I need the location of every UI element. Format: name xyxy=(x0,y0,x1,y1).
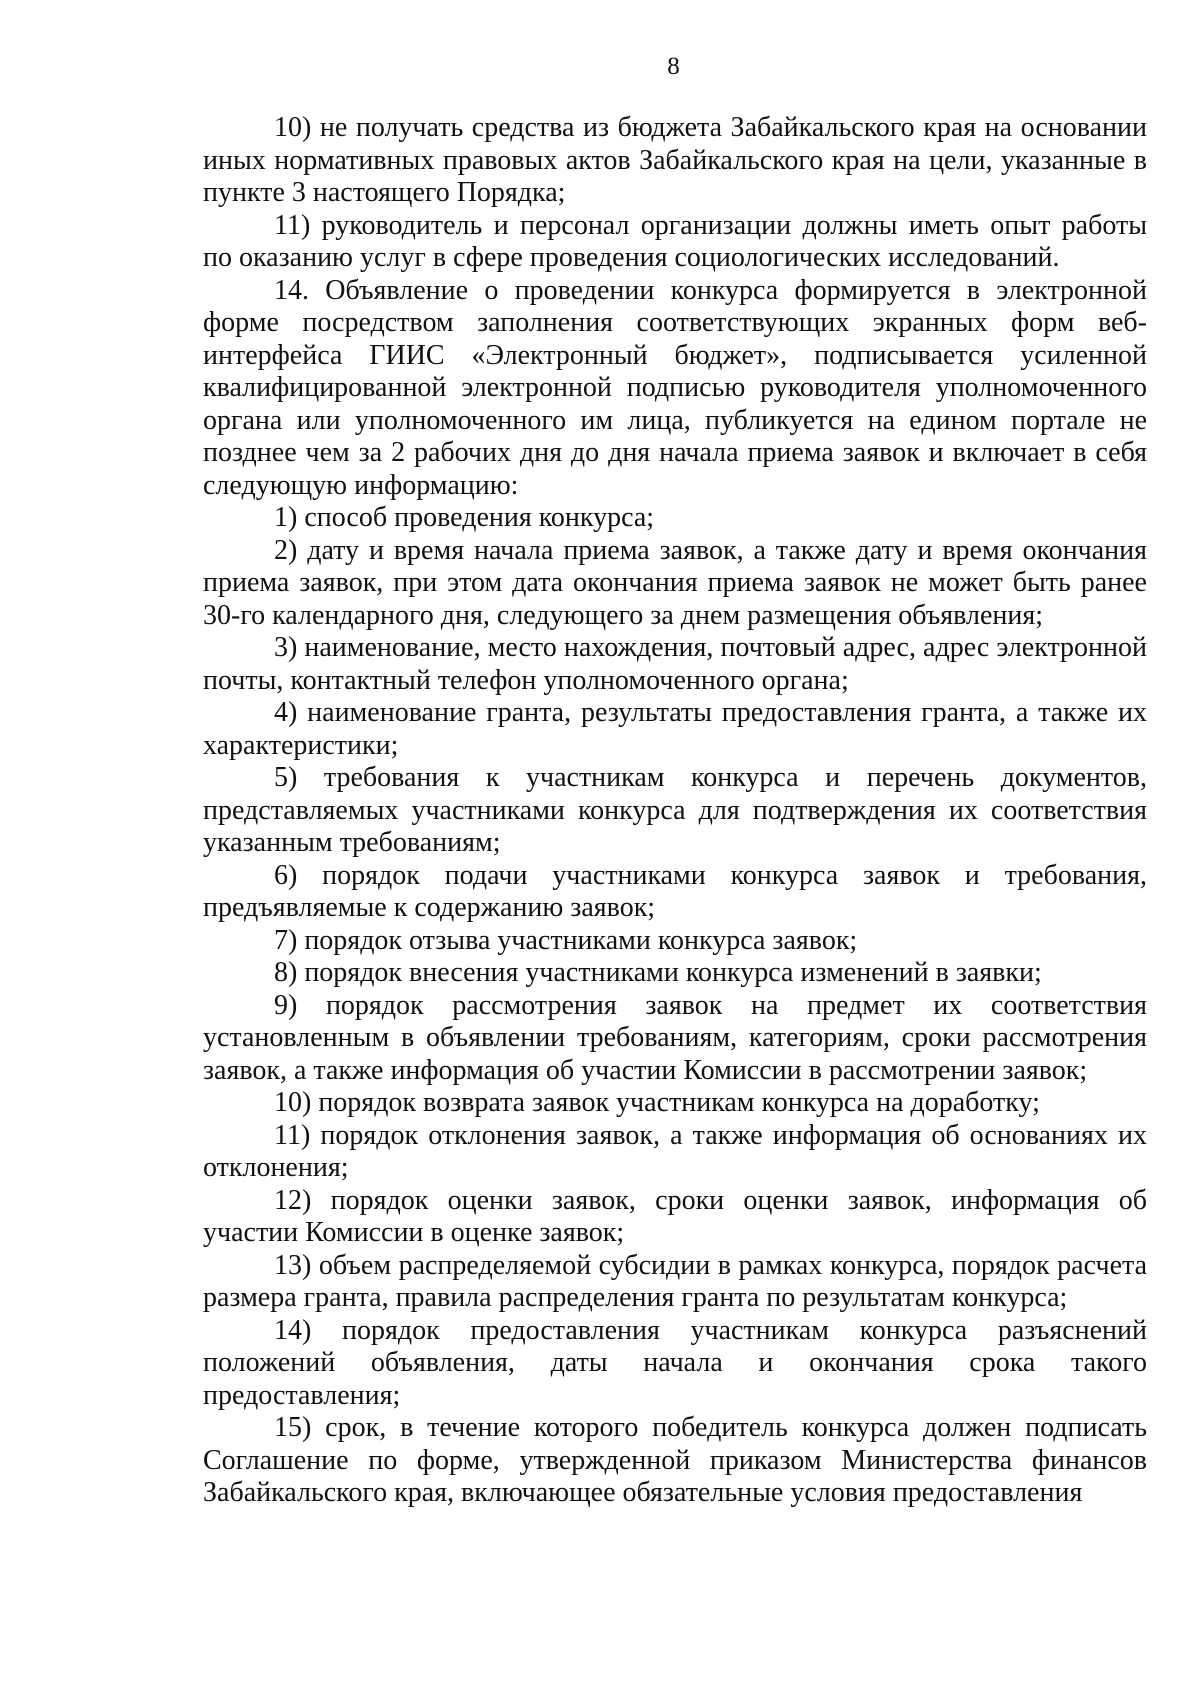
list-item-1: 1) способ проведения конкурса; xyxy=(274,502,655,533)
list-item-8: 8) порядок внесения участниками конкурса изменений в заявки; xyxy=(274,957,1042,988)
list-item-14: 14) порядок предоставления участникам конкурса разъяснений положений объявления, даты начала и окончания срока такого предоставления; xyxy=(203,1314,1147,1411)
paragraph-item-11-experience: 11) руководитель и персонал организации должны иметь опыт работы по оказанию услуг в сфере проведения социологических исследований. xyxy=(203,209,1147,273)
list-item-15: 15) срок, в течение которого победитель конкурса должен подписать Соглашение по форме, утвержденной приказом Министерства финансов Забайкальского края, включающее обязательные условия предоставления xyxy=(203,1412,1147,1508)
list-item-3: 3) наименование, место нахождения, почтовый адрес, адрес электронной почты, контактный телефон уполномоченного органа; xyxy=(203,632,1147,696)
list-item-4: 4) наименование гранта, результаты предоставления гранта, а также их характеристики; xyxy=(203,697,1147,761)
list-item-12: 12) порядок оценки заявок, сроки оценки заявок, информация об участии Комиссии в оценке заявок; xyxy=(203,1184,1147,1248)
paragraph-section-14: 14. Объявление о проведении конкурса формируется в электронной форме посредством заполнения соответствующих экранных форм веб-интерфейса ГИИС «Электронный бюджет», подписывается усиленной квалифицированной электронной подписью руководителя уполномоченного органа или уполномоченного им лица, публикуется на едином портале не позднее чем за 2 рабочих дня до дня начала приема заявок и включает в себя следующую информацию: xyxy=(203,274,1147,501)
page-number: 8 xyxy=(667,53,680,80)
list-item-2: 2) дату и время начала приема заявок, а также дату и время окончания приема заявок, при этом дата окончания приема заявок не может быть ранее 30-го календарного дня, следующего за днем размещения объявления; xyxy=(203,534,1147,631)
list-item-9: 9) порядок рассмотрения заявок на предмет их соответствия установленным в объявлении требованиям, категориям, сроки рассмотрения заявок, а также информация об участии Комиссии в рассмотрении заявок; xyxy=(203,989,1147,1086)
list-item-6: 6) порядок подачи участниками конкурса заявок и требования, предъявляемые к содержанию заявок; xyxy=(203,859,1147,923)
list-item-7: 7) порядок отзыва участниками конкурса заявок; xyxy=(274,924,858,956)
list-item-11: 11) порядок отклонения заявок, а также информация об основаниях их отклонения; xyxy=(203,1119,1147,1183)
list-item-5: 5) требования к участникам конкурса и перечень документов, представляемых участниками конкурса для подтверждения их соответствия указанным требованиям; xyxy=(203,762,1147,858)
document-body xyxy=(203,112,1147,1510)
list-item-13: 13) объем распределяемой субсидии в рамках конкурса, порядок расчета размера гранта, правила распределения гранта по результатам конкурса; xyxy=(203,1249,1147,1313)
list-item-10: 10) порядок возврата заявок участникам конкурса на доработку; xyxy=(274,1087,1040,1118)
paragraph-item-10-budget: 10) не получать средства из бюджета Забайкальского края на основании иных нормативных правовых актов Забайкальского края на цели, указанные в пункте 3 настоящего Порядка; xyxy=(203,112,1147,208)
